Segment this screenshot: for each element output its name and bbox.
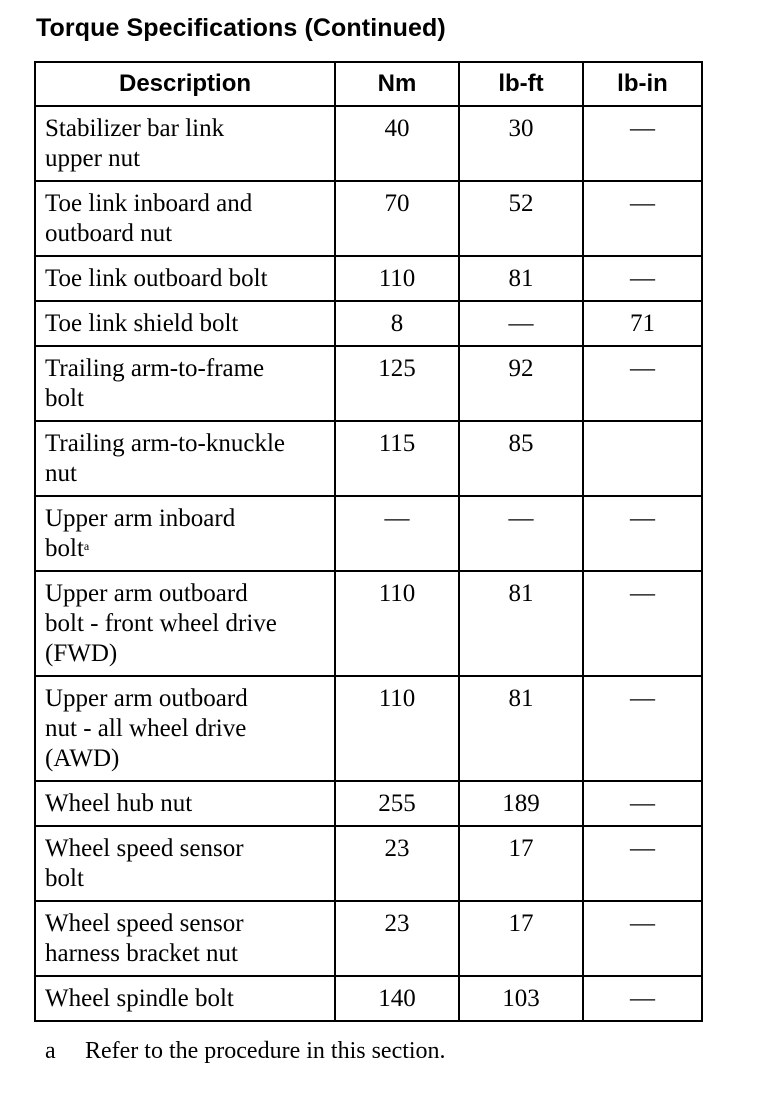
description-line: Stabilizer bar link: [45, 115, 225, 142]
nm-cell: 125: [335, 346, 459, 421]
description-cell: [35, 826, 335, 901]
lb-ft-cell: 81: [459, 256, 583, 301]
table-row: [35, 976, 702, 1021]
lb-in-cell: —: [583, 571, 702, 676]
description-line: (AWD): [45, 745, 120, 772]
lb-in-cell: 71: [583, 301, 702, 346]
description-cell: [35, 571, 335, 676]
column-header-nm: Nm: [335, 62, 459, 106]
table-body: [35, 106, 702, 1021]
nm-cell: 110: [335, 676, 459, 781]
lb-in-cell: —: [583, 181, 702, 256]
page-title: Torque Specifications (Continued): [36, 14, 446, 42]
table-row: [35, 301, 702, 346]
description-line: (FWD): [45, 640, 118, 667]
description-line: bolt: [45, 385, 84, 412]
description-line: Upper arm outboard: [45, 580, 248, 607]
description-line: Wheel speed sensor: [45, 910, 244, 937]
lb-in-cell: —: [583, 346, 702, 421]
description-line: Wheel hub nut: [45, 790, 193, 817]
footnote-label: a: [45, 1038, 56, 1064]
lb-ft-cell: 81: [459, 676, 583, 781]
lb-ft-cell: 17: [459, 826, 583, 901]
table-row: [35, 901, 702, 976]
table-row: [35, 346, 702, 421]
column-header-lb-ft: lb-ft: [459, 62, 583, 106]
description-line: Trailing arm-to-knuckle: [45, 430, 286, 457]
footnote-text: Refer to the procedure in this section.: [85, 1038, 446, 1064]
description-line: bolt - front wheel drive: [45, 610, 277, 637]
description-cell: [35, 901, 335, 976]
description-line: nut: [45, 460, 77, 487]
description-line: Trailing arm-to-frame: [45, 355, 265, 382]
lb-ft-cell: 103: [459, 976, 583, 1021]
description-cell: [35, 976, 335, 1021]
nm-cell: 8: [335, 301, 459, 346]
description-cell: [35, 496, 335, 571]
nm-cell: 110: [335, 256, 459, 301]
description-line: Toe link shield bolt: [45, 310, 239, 337]
nm-cell: 70: [335, 181, 459, 256]
table-row: [35, 106, 702, 181]
description-line: Wheel spindle bolt: [45, 985, 234, 1012]
description-cell: [35, 781, 335, 826]
description-cell: [35, 106, 335, 181]
lb-ft-cell: —: [459, 496, 583, 571]
lb-in-cell: —: [583, 106, 702, 181]
description-line: harness bracket nut: [45, 940, 238, 967]
table-row: [35, 496, 702, 571]
lb-in-cell: —: [583, 976, 702, 1021]
description-line: outboard nut: [45, 220, 173, 247]
footnote-marker: a: [83, 539, 90, 553]
lb-in-cell: —: [583, 676, 702, 781]
column-header-description: Description: [35, 62, 335, 106]
nm-cell: 23: [335, 901, 459, 976]
description-cell: [35, 256, 335, 301]
lb-in-cell: —: [583, 496, 702, 571]
lb-in-cell: [583, 421, 702, 496]
table-row: [35, 781, 702, 826]
table-row: [35, 571, 702, 676]
lb-in-cell: —: [583, 826, 702, 901]
column-header-lb-in: lb-in: [583, 62, 702, 106]
lb-ft-cell: 30: [459, 106, 583, 181]
description-line: Toe link inboard and: [45, 190, 253, 217]
footnote: [45, 1038, 446, 1065]
table-row: [35, 181, 702, 256]
description-line: [45, 534, 330, 564]
nm-cell: 40: [335, 106, 459, 181]
description-line: Upper arm inboard: [45, 505, 236, 532]
nm-cell: 23: [335, 826, 459, 901]
description-line: Wheel speed sensor: [45, 835, 244, 862]
lb-ft-cell: 85: [459, 421, 583, 496]
nm-cell: 140: [335, 976, 459, 1021]
nm-cell: 255: [335, 781, 459, 826]
nm-cell: 110: [335, 571, 459, 676]
table-row: [35, 256, 702, 301]
description-cell: [35, 346, 335, 421]
description-line: Toe link outboard bolt: [45, 265, 268, 292]
table-row: [35, 676, 702, 781]
description-cell: [35, 421, 335, 496]
description-line: Upper arm outboard: [45, 685, 248, 712]
nm-cell: —: [335, 496, 459, 571]
nm-cell: 115: [335, 421, 459, 496]
lb-in-cell: —: [583, 256, 702, 301]
description-text: bolt: [45, 535, 84, 562]
torque-spec-table: [34, 61, 703, 1022]
lb-ft-cell: —: [459, 301, 583, 346]
table-header-row: [35, 62, 702, 106]
description-cell: [35, 301, 335, 346]
description-cell: [35, 676, 335, 781]
lb-in-cell: —: [583, 901, 702, 976]
lb-ft-cell: 92: [459, 346, 583, 421]
description-line: nut - all wheel drive: [45, 715, 247, 742]
table-row: [35, 826, 702, 901]
description-line: upper nut: [45, 145, 141, 172]
lb-ft-cell: 17: [459, 901, 583, 976]
table-row: [35, 421, 702, 496]
lb-in-cell: —: [583, 781, 702, 826]
description-line: bolt: [45, 865, 84, 892]
lb-ft-cell: 189: [459, 781, 583, 826]
lb-ft-cell: 81: [459, 571, 583, 676]
lb-ft-cell: 52: [459, 181, 583, 256]
description-cell: [35, 181, 335, 256]
